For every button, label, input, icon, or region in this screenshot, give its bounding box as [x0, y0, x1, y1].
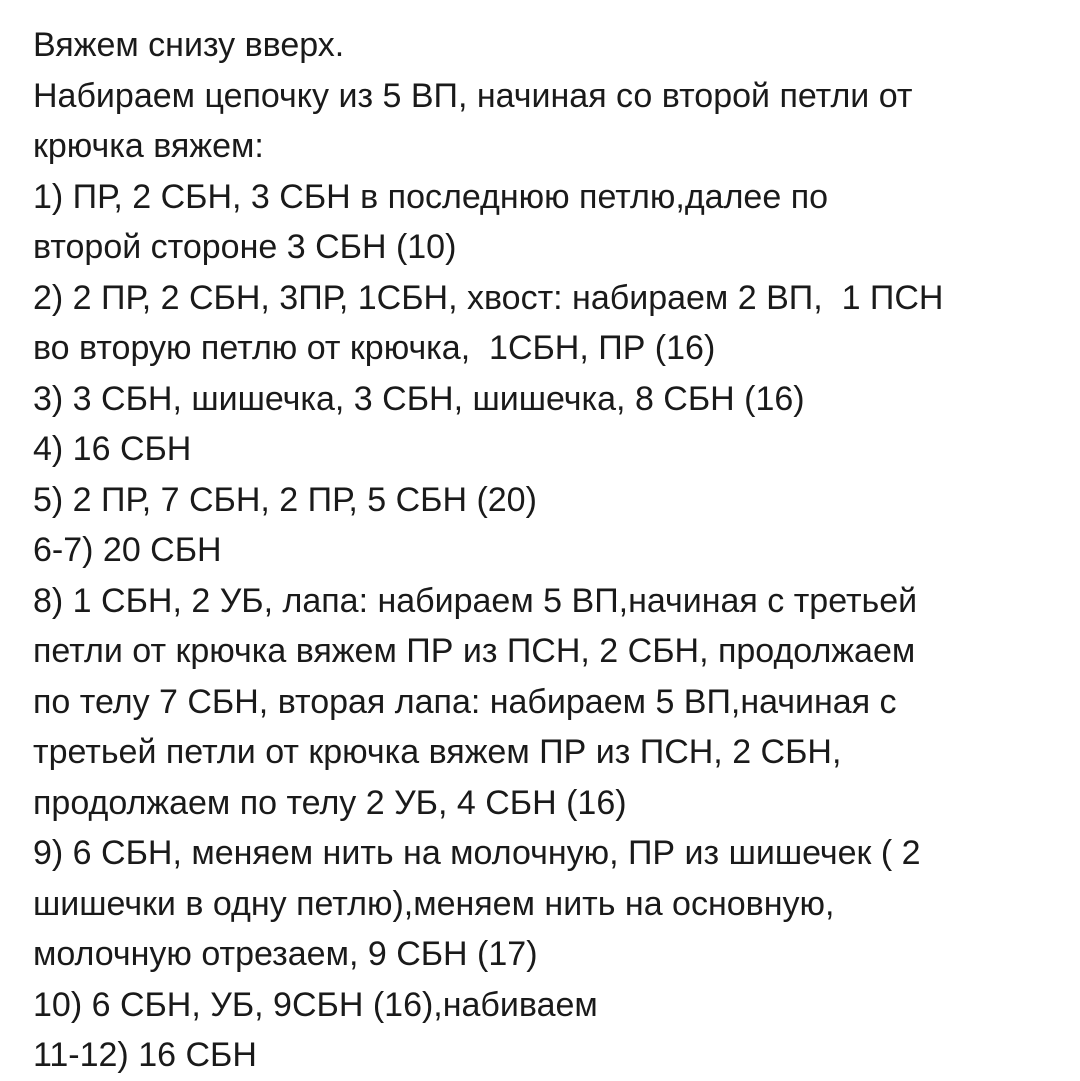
text-line: 11-12) 16 СБН — [33, 1036, 257, 1074]
text-line: крючка вяжем: — [33, 127, 264, 165]
text-line: Вяжем снизу вверх. — [33, 26, 345, 64]
text-line: третьей петли от крючка вяжем ПР из ПСН, 2 СБН, — [33, 733, 842, 771]
text-line: молочную отрезаем, 9 СБН (17) — [33, 935, 538, 973]
pattern-text — [33, 20, 1063, 1081]
text-line: Набираем цепочку из 5 ВП, начиная со второй петли от — [33, 76, 913, 115]
text-line: 2) 2 ПР, 2 СБН, 3ПР, 1СБН, хвост: набираем 2 ВП, 1 ПСН — [33, 278, 944, 317]
text-line: второй стороне 3 СБН (10) — [33, 228, 457, 266]
text-line: 5) 2 ПР, 7 СБН, 2 ПР, 5 СБН (20) — [33, 480, 537, 519]
text-line: 4) 16 СБН — [33, 430, 192, 468]
text-line: продолжаем по телу 2 УБ, 4 СБН (16) — [33, 783, 627, 822]
text-line: петли от крючка вяжем ПР из ПСН, 2 СБН, продолжаем — [33, 632, 916, 670]
text-line: 9) 6 СБН, меняем нить на молочную, ПР из шишечек ( 2 — [33, 834, 921, 872]
text-line: 3) 3 СБН, шишечка, 3 СБН, шишечка, 8 СБН (16) — [33, 379, 805, 418]
text-line: 6-7) 20 СБН — [33, 531, 222, 569]
text-line: 10) 6 СБН, УБ, 9СБН (16),набиваем — [33, 985, 598, 1024]
text-line: 1) ПР, 2 СБН, 3 СБН в последнюю петлю,далее по — [33, 177, 829, 216]
text-line: по телу 7 СБН, вторая лапа: набираем 5 ВП,начиная с — [33, 682, 897, 721]
text-line: шишечки в одну петлю),меняем нить на основную, — [33, 884, 835, 923]
text-line: 8) 1 СБН, 2 УБ, лапа: набираем 5 ВП,начиная с третьей — [33, 581, 918, 620]
text-line: во вторую петлю от крючка, 1СБН, ПР (16) — [33, 329, 716, 367]
